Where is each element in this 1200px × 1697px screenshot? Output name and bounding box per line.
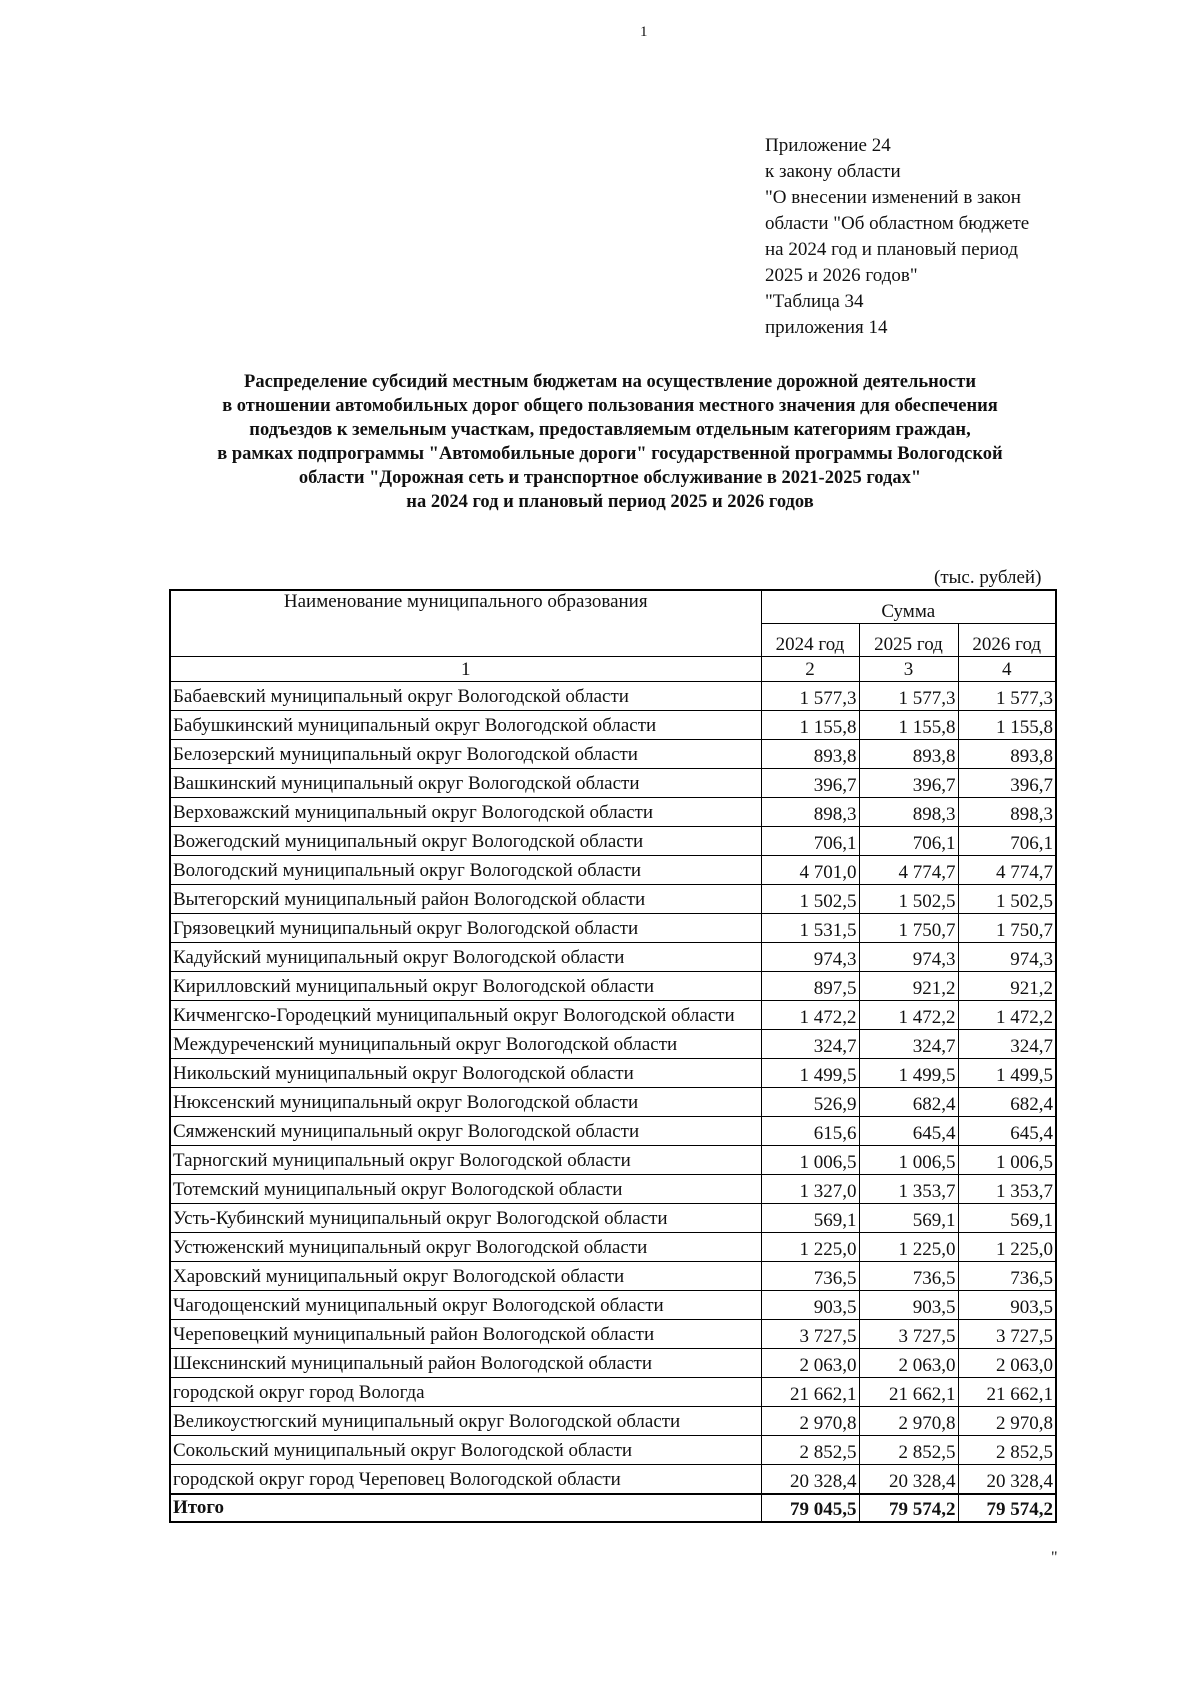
table-row [170,740,1056,769]
column-number: 3 [859,657,958,682]
municipality-name: Тотемский муниципальный округ Вологодской области [170,1175,761,1204]
municipality-name: Сокольский муниципальный округ Вологодской области [170,1436,761,1465]
municipality-name: Никольский муниципальный округ Вологодской области [170,1059,761,1088]
table-row [170,1175,1056,1204]
amount-2026: 645,4 [958,1117,1056,1146]
amount-2024: 2 852,5 [761,1436,859,1465]
amount-2026: 1 225,0 [958,1233,1056,1262]
appendix-line: к закону области [765,161,901,182]
municipality-name: Череповецкий муниципальный район Вологодской области [170,1320,761,1349]
municipality-name: Нюксенский муниципальный округ Вологодской области [170,1088,761,1117]
amount-2026: 1 155,8 [958,711,1056,740]
amount-2024: 21 662,1 [761,1378,859,1407]
amount-2024: 893,8 [761,740,859,769]
total-2026: 79 574,2 [958,1494,1056,1522]
table-row [170,1465,1056,1495]
municipality-name: Тарногский муниципальный округ Вологодской области [170,1146,761,1175]
appendix-line: приложения 14 [765,317,888,338]
municipality-name: Междуреченский муниципальный округ Вологодской области [170,1030,761,1059]
table-row [170,885,1056,914]
amount-2024: 526,9 [761,1088,859,1117]
title-line: подъездов к земельным участкам, предоставляемым отдельным категориям граждан, [249,420,971,440]
amount-2024: 1 225,0 [761,1233,859,1262]
amount-2026: 1 499,5 [958,1059,1056,1088]
total-2024: 79 045,5 [761,1494,859,1522]
appendix-line: на 2024 год и плановый период [765,239,1019,260]
appendix-line: "О внесении изменений в закон [765,187,1021,208]
municipality-name: Белозерский муниципальный округ Вологодской области [170,740,761,769]
municipality-name: Вологодский муниципальный округ Вологодской области [170,856,761,885]
municipality-name: Вашкинский муниципальный округ Вологодской области [170,769,761,798]
amount-2026: 324,7 [958,1030,1056,1059]
amount-2024: 974,3 [761,943,859,972]
municipality-name: Сямженский муниципальный округ Вологодской области [170,1117,761,1146]
municipality-name: Кичменгско-Городецкий муниципальный округ Вологодской области [170,1001,761,1030]
amount-2026: 20 328,4 [958,1465,1056,1495]
page-marker: 1 [640,24,648,40]
municipality-name: Верховажский муниципальный округ Вологодской области [170,798,761,827]
column-number: 4 [958,657,1056,682]
municipality-name: Харовский муниципальный округ Вологодской области [170,1262,761,1291]
title-line: Распределение субсидий местным бюджетам на осуществление дорожной деятельности [244,372,976,392]
table-row [170,1262,1056,1291]
unit-label: (тыс. рублей) [934,567,1042,588]
amount-2025: 2 852,5 [859,1436,958,1465]
amount-2026: 1 472,2 [958,1001,1056,1030]
amount-2026: 4 774,7 [958,856,1056,885]
amount-2024: 4 701,0 [761,856,859,885]
table-row [170,972,1056,1001]
amount-2024: 3 727,5 [761,1320,859,1349]
amount-2024: 1 577,3 [761,682,859,711]
amount-2025: 324,7 [859,1030,958,1059]
amount-2025: 1 750,7 [859,914,958,943]
amount-2026: 898,3 [958,798,1056,827]
table-row [170,682,1056,711]
table-row [170,1378,1056,1407]
amount-2026: 1 353,7 [958,1175,1056,1204]
amount-2026: 1 502,5 [958,885,1056,914]
title-line: области "Дорожная сеть и транспортное обслуживание в 2021-2025 годах" [298,468,922,488]
amount-2025: 396,7 [859,769,958,798]
subsidy-table [169,589,1057,1523]
table-row [170,769,1056,798]
municipality-name: Усть-Кубинский муниципальный округ Вологодской области [170,1204,761,1233]
amount-2024: 1 327,0 [761,1175,859,1204]
table-row [170,798,1056,827]
municipality-name: Бабушкинский муниципальный округ Вологодской области [170,711,761,740]
amount-2026: 921,2 [958,972,1056,1001]
amount-2026: 682,4 [958,1088,1056,1117]
table-row [170,1059,1056,1088]
municipality-name: городской округ город Череповец Вологодской области [170,1465,761,1495]
amount-2026: 569,1 [958,1204,1056,1233]
municipality-name: Вытегорский муниципальный район Вологодской области [170,885,761,914]
amount-2024: 324,7 [761,1030,859,1059]
header-year: 2026 год [958,624,1056,657]
table-row [170,943,1056,972]
municipality-name: Бабаевский муниципальный округ Вологодской области [170,682,761,711]
closing-quote: " [1051,1549,1058,1566]
amount-2025: 2 970,8 [859,1407,958,1436]
municipality-name: Кирилловский муниципальный округ Вологодской области [170,972,761,1001]
header-year: 2024 год [761,624,859,657]
amount-2025: 1 499,5 [859,1059,958,1088]
appendix-line: области "Об областном бюджете [765,213,1030,234]
table-row [170,1030,1056,1059]
amount-2024: 569,1 [761,1204,859,1233]
amount-2024: 1 472,2 [761,1001,859,1030]
amount-2024: 1 499,5 [761,1059,859,1088]
table-row [170,1088,1056,1117]
municipality-name: Чагодощенский муниципальный округ Вологодской области [170,1291,761,1320]
total-2025: 79 574,2 [859,1494,958,1522]
amount-2024: 1 502,5 [761,885,859,914]
amount-2025: 1 006,5 [859,1146,958,1175]
amount-2024: 1 155,8 [761,711,859,740]
total-row [170,1494,1056,1522]
amount-2026: 2 852,5 [958,1436,1056,1465]
amount-2025: 736,5 [859,1262,958,1291]
amount-2025: 903,5 [859,1291,958,1320]
municipality-name: Устюженский муниципальный округ Вологодской области [170,1233,761,1262]
table-row [170,1407,1056,1436]
amount-2025: 898,3 [859,798,958,827]
municipality-name: Кадуйский муниципальный округ Вологодской области [170,943,761,972]
appendix-line: 2025 и 2026 годов" [765,265,918,286]
amount-2024: 897,5 [761,972,859,1001]
amount-2026: 21 662,1 [958,1378,1056,1407]
table-row [170,1320,1056,1349]
title-line: в рамках подпрограммы "Автомобильные дороги" государственной программы Вологодской [217,444,1003,464]
amount-2024: 615,6 [761,1117,859,1146]
amount-2025: 1 577,3 [859,682,958,711]
amount-2026: 1 750,7 [958,914,1056,943]
amount-2026: 903,5 [958,1291,1056,1320]
municipality-name: городской округ город Вологда [170,1378,761,1407]
amount-2024: 20 328,4 [761,1465,859,1495]
amount-2025: 1 155,8 [859,711,958,740]
table-row [170,827,1056,856]
table-row [170,711,1056,740]
amount-2025: 2 063,0 [859,1349,958,1378]
amount-2024: 1 531,5 [761,914,859,943]
amount-2025: 682,4 [859,1088,958,1117]
table-row [170,1117,1056,1146]
column-number: 2 [761,657,859,682]
table-row [170,1233,1056,1262]
municipality-name: Грязовецкий муниципальный округ Вологодской области [170,914,761,943]
amount-2026: 736,5 [958,1262,1056,1291]
title-line: в отношении автомобильных дорог общего пользования местного значения для обеспечения [222,396,998,416]
amount-2025: 20 328,4 [859,1465,958,1495]
municipality-name: Шекснинский муниципальный район Вологодской области [170,1349,761,1378]
amount-2024: 2 970,8 [761,1407,859,1436]
municipality-name: Великоустюгский муниципальный округ Вологодской области [170,1407,761,1436]
amount-2026: 1 006,5 [958,1146,1056,1175]
amount-2025: 1 225,0 [859,1233,958,1262]
amount-2024: 903,5 [761,1291,859,1320]
amount-2024: 736,5 [761,1262,859,1291]
table-row [170,856,1056,885]
table-row [170,1204,1056,1233]
amount-2025: 645,4 [859,1117,958,1146]
header-year: 2025 год [859,624,958,657]
amount-2025: 569,1 [859,1204,958,1233]
document-title [160,370,1060,514]
municipality-name: Вожегодский муниципальный округ Вологодской области [170,827,761,856]
amount-2026: 706,1 [958,827,1056,856]
amount-2026: 396,7 [958,769,1056,798]
amount-2026: 2 970,8 [958,1407,1056,1436]
table-row [170,914,1056,943]
amount-2025: 4 774,7 [859,856,958,885]
amount-2026: 3 727,5 [958,1320,1056,1349]
amount-2025: 921,2 [859,972,958,1001]
header-sum: Сумма [761,590,1056,624]
table-row [170,1436,1056,1465]
amount-2025: 974,3 [859,943,958,972]
amount-2024: 706,1 [761,827,859,856]
amount-2026: 1 577,3 [958,682,1056,711]
amount-2024: 898,3 [761,798,859,827]
amount-2026: 893,8 [958,740,1056,769]
amount-2025: 893,8 [859,740,958,769]
amount-2025: 1 353,7 [859,1175,958,1204]
amount-2024: 1 006,5 [761,1146,859,1175]
header-name: Наименование муниципального образования [170,590,761,657]
table-row [170,1349,1056,1378]
amount-2026: 2 063,0 [958,1349,1056,1378]
table-row [170,1291,1056,1320]
amount-2025: 1 472,2 [859,1001,958,1030]
amount-2025: 21 662,1 [859,1378,958,1407]
title-line: на 2024 год и плановый период 2025 и 2026 годов [406,492,814,512]
column-number: 1 [170,657,761,682]
appendix-reference [765,133,1029,341]
total-label: Итого [170,1494,761,1522]
amount-2026: 974,3 [958,943,1056,972]
table-row [170,1001,1056,1030]
table-row [170,1146,1056,1175]
amount-2025: 3 727,5 [859,1320,958,1349]
amount-2024: 2 063,0 [761,1349,859,1378]
table-body [170,682,1056,1495]
amount-2025: 706,1 [859,827,958,856]
appendix-line: "Таблица 34 [765,291,864,312]
appendix-line: Приложение 24 [765,135,891,156]
amount-2025: 1 502,5 [859,885,958,914]
amount-2024: 396,7 [761,769,859,798]
